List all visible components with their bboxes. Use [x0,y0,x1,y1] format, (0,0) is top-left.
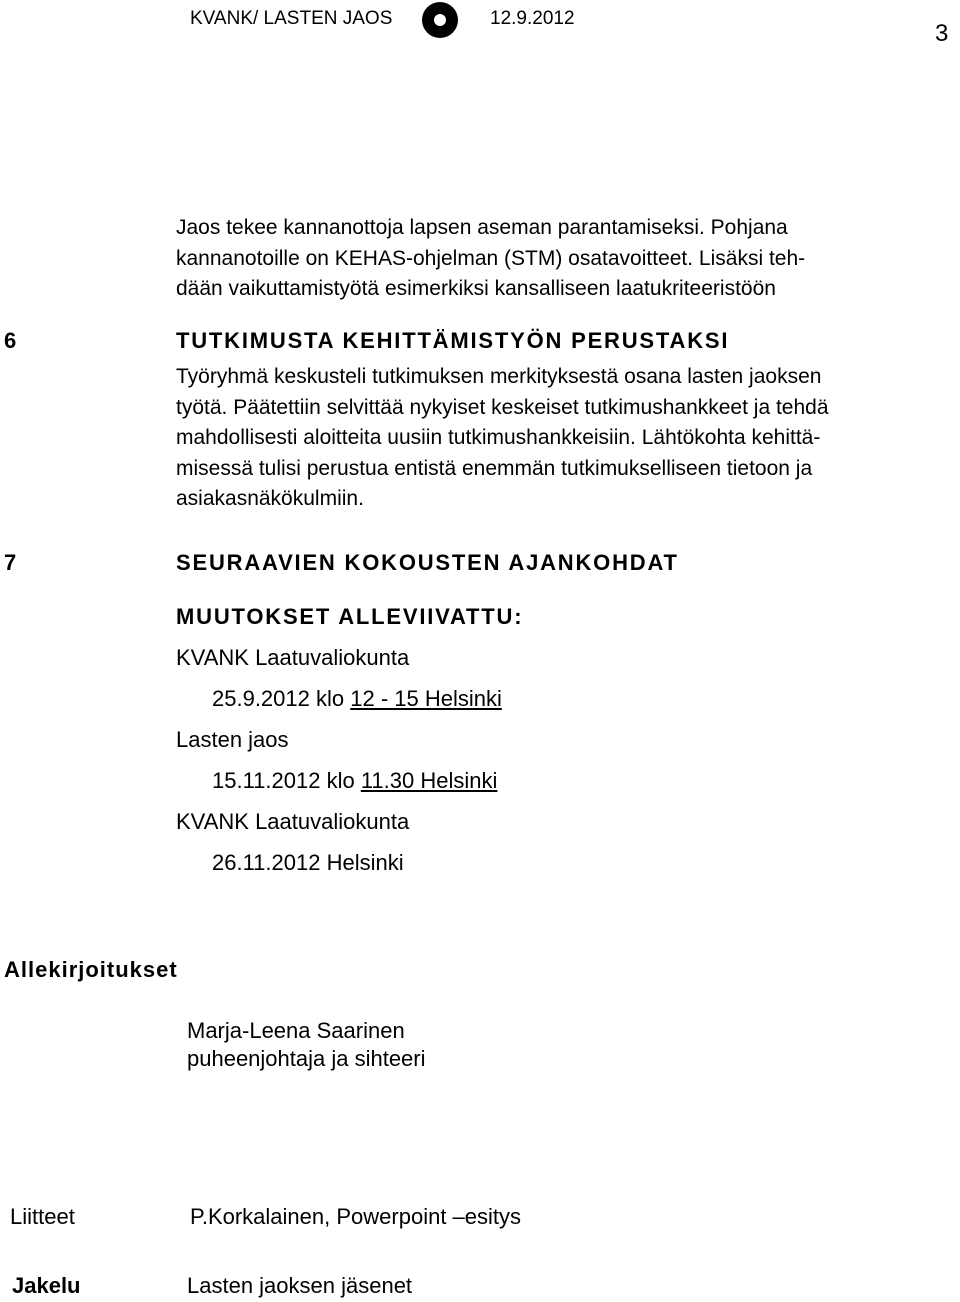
section-6-title: TUTKIMUSTA KEHITTÄMISTYÖN PERUSTAKSI [176,328,730,353]
section-6-paragraph [176,362,829,515]
intro-line: dään vaikuttamistyötä esimerkiksi kansalliseen laatukriteeristöön [176,277,776,300]
attachments-label: Liitteet [10,1204,75,1229]
meeting-name: Lasten jaos [176,727,289,752]
intro-paragraph [176,213,805,305]
header-date: 12.9.2012 [490,8,575,29]
section-7-number: 7 [4,550,17,575]
meeting-detail-changed: 11.30 Helsinki [360,768,498,793]
section-6-line: asiakasnäkökulmiin. [176,487,364,510]
signatures-heading: Allekirjoitukset [4,957,178,982]
page-number: 3 [935,20,949,47]
meeting-name: KVANK Laatuvaliokunta [176,645,410,670]
distribution-value: Lasten jaoksen jäsenet [187,1273,413,1298]
attachments-value: P.Korkalainen, Powerpoint –esitys [190,1204,522,1229]
meeting-date [212,850,404,876]
section-6-line: misessä tulisi perustua entistä enemmän tutkimukselliseen tietoon ja [176,456,813,480]
meeting-date-text: 26.11.2012 Helsinki [212,850,404,875]
signer-name: Marja-Leena Saarinen [187,1018,405,1043]
header-org: KVANK/ LASTEN JAOS [190,8,393,29]
meeting-name: KVANK Laatuvaliokunta [176,809,410,834]
changes-title: MUUTOKSET ALLEVIIVATTU: [176,604,524,629]
meeting-date [212,686,502,712]
meeting-date [212,768,497,794]
meeting-date-text: 15.11.2012 klo [212,768,361,793]
section-6-line: Työryhmä keskusteli tutkimuksen merkityksestä osana lasten jaoksen [176,365,822,388]
section-6-line: työtä. Päätettiin selvittää nykyiset keskeiset tutkimushankkeet ja tehdä [176,395,829,419]
distribution-label: Jakelu [12,1273,81,1298]
section-6-line: mahdollisesti aloitteita uusiin tutkimushankkeisiin. Lähtökohta kehittä- [176,426,821,449]
meeting-date-text: 25.9.2012 klo [212,686,351,711]
section-6-number: 6 [4,328,17,353]
section-7-title: SEURAAVIEN KOKOUSTEN AJANKOHDAT [176,550,679,575]
signer-role: puheenjohtaja ja sihteeri [187,1046,426,1071]
meeting-detail-changed: 12 - 15 Helsinki [350,686,502,711]
logo-icon [422,2,458,38]
intro-line: kannanotoille on KEHAS-ohjelman (STM) osatavoitteet. Lisäksi teh- [176,246,806,270]
intro-line: Jaos tekee kannanottoja lapsen aseman parantamiseksi. Pohjana [176,216,788,239]
